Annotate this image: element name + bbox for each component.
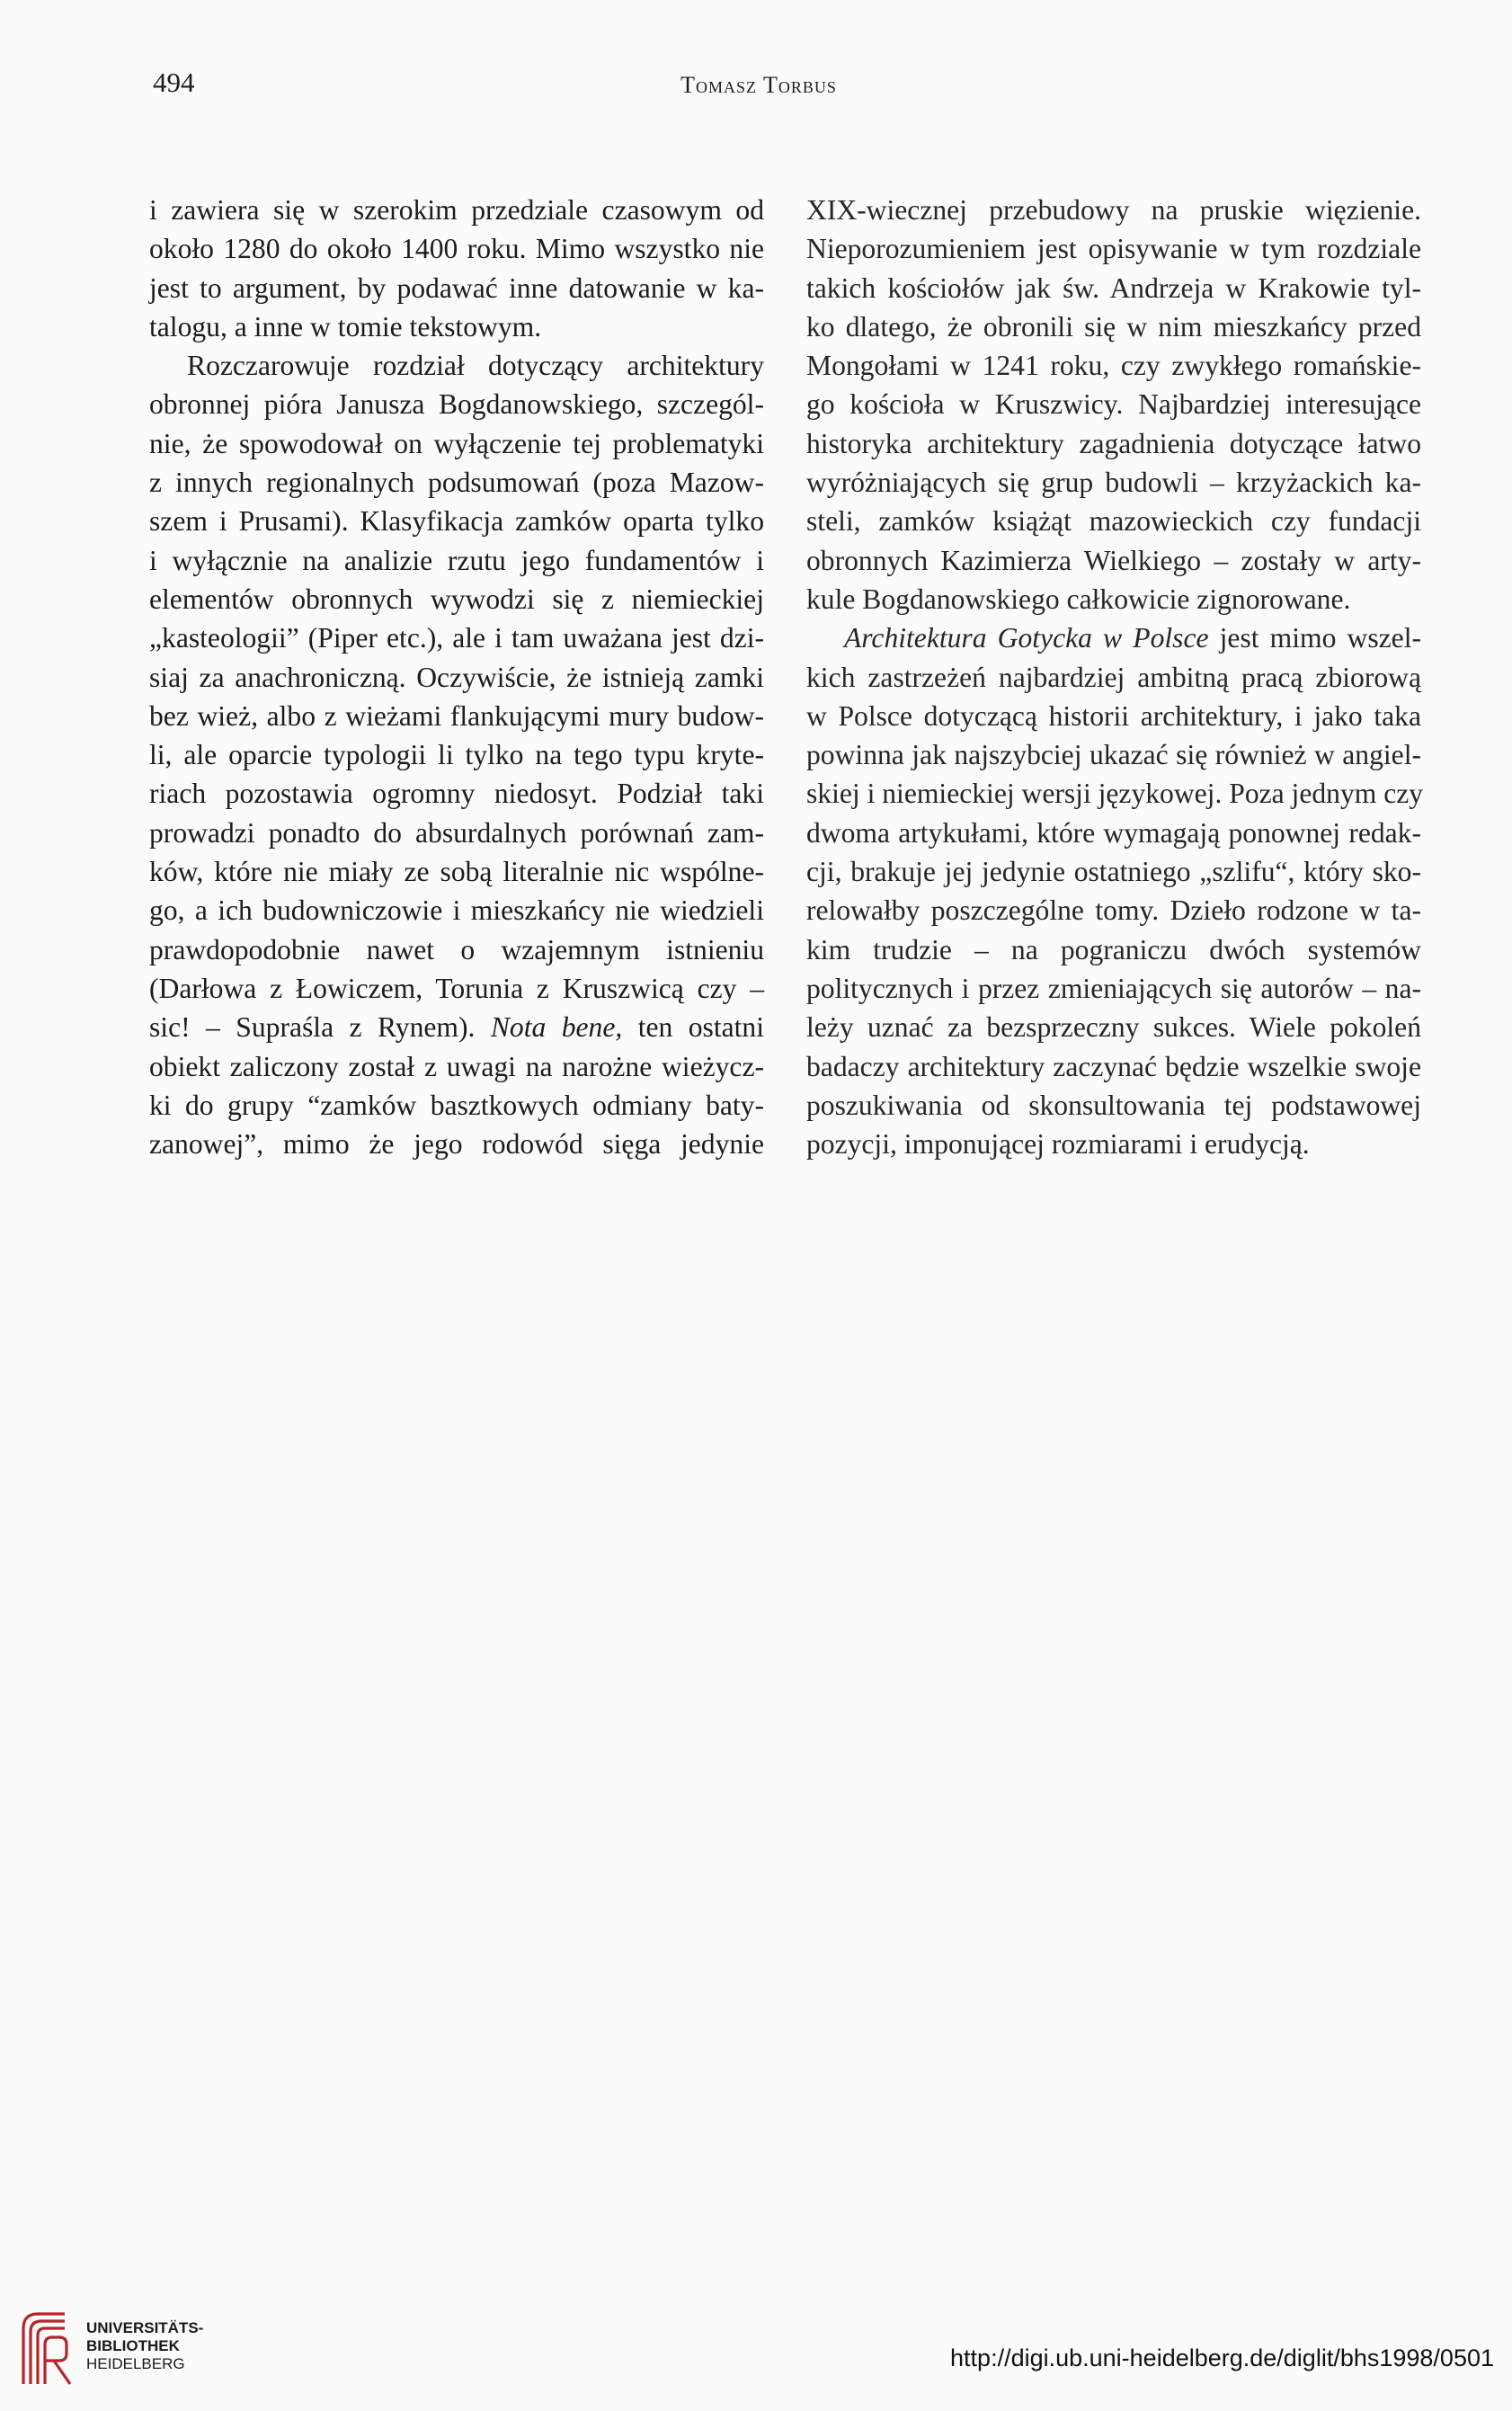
source-url-link[interactable]: http://digi.ub.uni-heidelberg.de/diglit/bhs1998/0501 [950, 2344, 1494, 2371]
text-line: prowadzi ponadto do absurdalnych porównań zam- [149, 816, 764, 849]
italic-phrase: Nota bene, [490, 1011, 623, 1044]
text-line: dwoma artykułami, które wymagają ponownej redak- [806, 816, 1421, 849]
text-line: skiej i niemieckiej wersji językowej. Poza jednym czy [806, 778, 1424, 810]
text-line: obronnej pióra Janusza Bogdanowskiego, szczegól- [149, 388, 764, 421]
text-line: talogu, a inne w tomie tekstowym. [149, 310, 542, 343]
text-line: kim trudzie – na pograniczu dwóch systemów [806, 933, 1421, 965]
text-line: Mongołami w 1241 roku, czy zwykłego romańskie- [806, 350, 1421, 382]
text-line: li, ale oparcie typologii li tylko na tego typu kryte- [149, 739, 764, 771]
text-line: elementów obronnych wywodzi się z niemieckiej [149, 583, 764, 615]
text-line: politycznych i przez zmieniających się autorów – na- [806, 972, 1421, 1004]
text-line: ki do grupy “zamków basztkowych odmiany baty- [149, 1089, 764, 1121]
library-line: BIBLIOTHEK [86, 2337, 180, 2354]
text-line: poszukiwania od skonsultowania tej podstawowej [806, 1089, 1421, 1121]
text-line: ków, które nie miały ze sobą literalnie nic wspólne- [149, 856, 764, 888]
italic-title: Architektura Gotycka w Polsce [844, 622, 1209, 654]
page-number: 494 [153, 67, 195, 98]
text-line: obronnych Kazimierza Wielkiego – zostały w arty- [806, 544, 1421, 576]
text-line: zanowej”, mimo że jego rodowód sięga jedynie [149, 1128, 764, 1161]
text-line: cji, brakuje jej jedynie ostatniego „szlifu“, który sko- [806, 856, 1421, 888]
text-line: i wyłącznie na analizie rzutu jego fundamentów i [149, 544, 764, 576]
text-line: szem i Prusami). Klasyfikacja zamków oparta tylko [149, 505, 764, 538]
library-name [86, 2319, 203, 2373]
text-line: pozycji, imponującej rozmiarami i erudycją. [806, 1128, 1310, 1161]
text-line: leży uznać za bezsprzeczny sukces. Wiele pokoleń [806, 1011, 1421, 1044]
text-line: takich kościołów jak św. Andrzeja w Krakowie tyl- [806, 271, 1421, 304]
library-line: UNIVERSITÄTS- [86, 2319, 204, 2336]
text-line: XIX-wiecznej przebudowy na pruskie więzienie. [806, 194, 1421, 226]
text-line [149, 1008, 764, 1046]
text-line: steli, zamków książąt mazowieckich czy fundacji [806, 505, 1421, 538]
ub-heidelberg-logo-icon [18, 2309, 76, 2386]
text-line: wyróżniających się grup budowli – krzyżackich ka- [806, 467, 1421, 499]
text-line: kule Bogdanowskiego całkowicie zignorowane. [806, 583, 1351, 615]
text-line [806, 618, 1421, 657]
text-line: relowałby poszczególne tomy. Dzieło rodzone w ta- [806, 894, 1421, 927]
text-line: bez wież, albo z wieżami flankującymi mury budow- [149, 699, 764, 732]
text-line: siaj za anachroniczną. Oczywiście, że istnieją zamki [149, 661, 764, 693]
text-line: obiekt zaliczony został z uwagi na narożne wieżycz- [149, 1050, 764, 1082]
running-head: Tomasz Torbus [680, 72, 837, 98]
text-line: ko dlatego, że obronili się w nim mieszkańcy przed [806, 310, 1421, 343]
library-line: HEIDELBERG [86, 2355, 185, 2372]
text-line: go, a ich budowniczowie i mieszkańcy nie wiedzieli [149, 894, 764, 927]
text-line: powinna jak najszybciej ukazać się również w angiel- [806, 739, 1421, 771]
left-column [149, 191, 764, 1163]
right-column [806, 191, 1424, 1163]
text-line: „kasteologii” (Piper etc.), ale i tam uważana jest dzi- [149, 622, 764, 654]
text-line: riach pozostawia ogromny niedosyt. Podział taki [149, 778, 764, 810]
text-line: jest to argument, by podawać inne datowanie w ka- [149, 271, 764, 304]
text-line: Nieporozumieniem jest opisywanie w tym rozdziale [806, 233, 1421, 265]
text-line: historyka architektury zagadnienia dotyczące łatwo [806, 427, 1421, 459]
text-line: kich zastrzeżeń najbardziej ambitną pracą zbiorową [806, 661, 1421, 693]
text-line: Rozczarowuje rozdział dotyczący architektury [187, 350, 764, 382]
text-fragment: ten ostatni [622, 1011, 764, 1044]
text-line: około 1280 do około 1400 roku. Mimo wszystko nie [149, 233, 764, 265]
text-line: prawdopodobnie nawet o wzajemnym istnieniu [149, 933, 764, 965]
text-line: w Polsce dotyczącą historii architektury, i jako taka [806, 699, 1421, 732]
text-line: go kościoła w Kruszwicy. Najbardziej interesujące [806, 388, 1421, 421]
page-footer [0, 2301, 1512, 2391]
text-line: nie, że spowodował on wyłączenie tej problematyki [149, 427, 764, 459]
text-line: i zawiera się w szerokim przedziale czasowym od [149, 194, 764, 226]
text-line: badaczy architektury zaczynać będzie wszelkie swoje [806, 1050, 1421, 1082]
text-line: z innych regionalnych podsumowań (poza Mazow- [149, 467, 764, 499]
text-line: (Darłowa z Łowiczem, Torunia z Kruszwicą czy – [149, 972, 764, 1004]
page-header [153, 67, 1422, 111]
text-fragment: sic! – Supraśla z Rynem). [149, 1011, 476, 1044]
text-fragment: jest mimo wszel- [1208, 622, 1421, 654]
